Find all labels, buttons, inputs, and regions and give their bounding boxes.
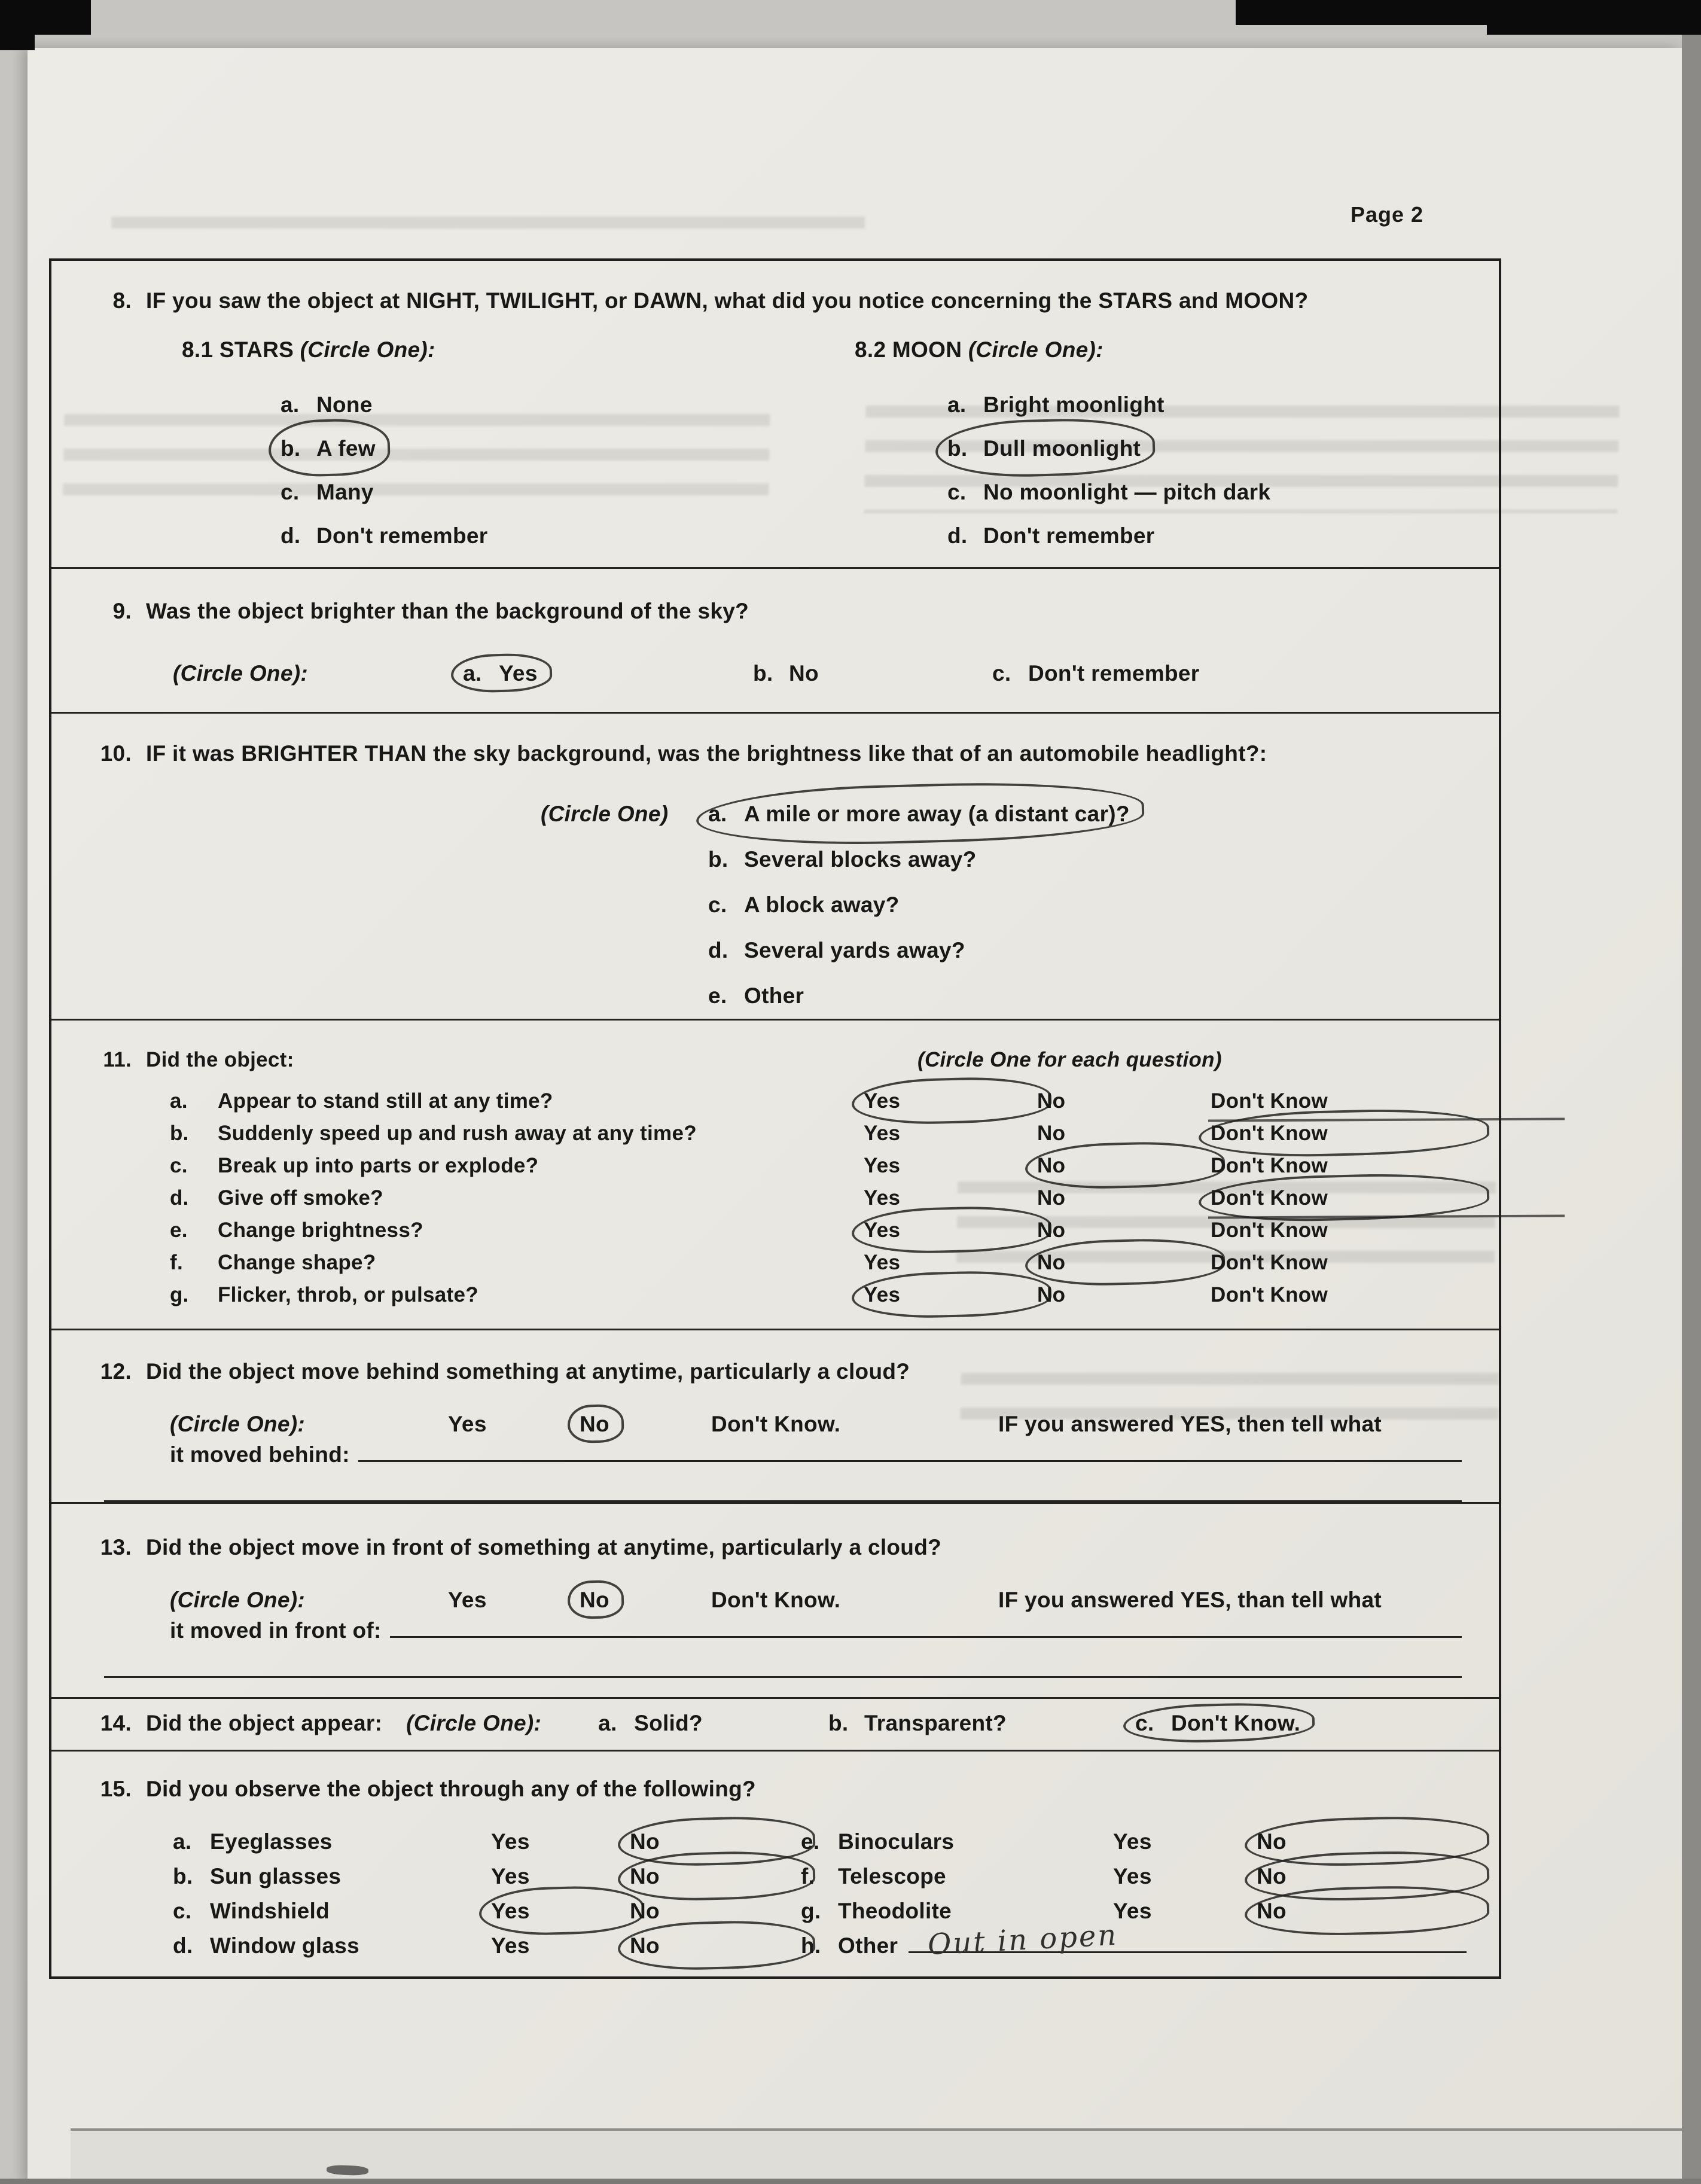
choice-yes: Yes [864, 1279, 1037, 1311]
blank-answer-line [390, 1616, 1462, 1638]
option-dont-remember [992, 661, 1199, 686]
moon-column [771, 337, 1270, 558]
row-label: Theodolite [838, 1899, 952, 1923]
row-label: Other [838, 1933, 898, 1958]
circle-one-instruction: (Circle One) [541, 802, 669, 826]
followup-label: it moved in front of: [170, 1618, 382, 1643]
option-row [281, 470, 771, 514]
question-text: Did the object: [146, 1048, 294, 1071]
choice-yes: Yes [864, 1214, 1037, 1247]
choice-yes: Yes [448, 1412, 487, 1436]
option-label: Other [744, 983, 804, 1008]
option-stars-many [281, 470, 374, 514]
question-text: Did the object move behind something at anytime, particularly a cloud? [146, 1359, 910, 1384]
choice-yes: Yes [448, 1588, 487, 1612]
q11-row-b [170, 1117, 1475, 1150]
option-other [708, 973, 804, 1019]
row-letter: c. [170, 1154, 188, 1177]
circle-one-instruction: (Circle One): [300, 337, 435, 362]
questionnaire-form [49, 258, 1501, 1979]
choice-yes: Yes [864, 1085, 1037, 1117]
choice-yes: Yes [864, 1251, 901, 1274]
choice-dont-know: Don't Know [1211, 1085, 1475, 1117]
option-label: None [316, 392, 373, 417]
question-text: IF you saw the object at NIGHT, TWILIGHT, or DAWN, what did you notice concerning the STARS and MOON? [146, 288, 1309, 313]
handwritten-answer: Out in open [926, 1918, 1119, 1962]
circle-one-instruction: (Circle One): [406, 1711, 542, 1735]
option-row [947, 470, 1270, 514]
paper-sheet [28, 48, 1682, 2184]
question-number: 8. [112, 288, 132, 313]
option-letter: b. [753, 661, 773, 686]
row-letter: a. [170, 1089, 188, 1113]
option-label: No moonlight — pitch dark [983, 480, 1271, 504]
stars-subtitle [182, 337, 771, 363]
row-label: Appear to stand still at any time? [218, 1089, 553, 1113]
choice-no: No [1037, 1219, 1066, 1242]
option-label: Dull moonlight [983, 436, 1141, 461]
option-moon-no-moonlight [947, 470, 1270, 514]
choice-yes: Yes [1113, 1899, 1152, 1923]
option-letter: c. [1135, 1711, 1154, 1735]
question-text: IF it was BRIGHTER THAN the sky background, was the brightness like that of an automobile headlight?: [146, 741, 1267, 766]
option-label: Several yards away? [744, 938, 965, 962]
option-letter: a. [598, 1711, 617, 1735]
choice-dont-know: Don't Know [1211, 1283, 1328, 1306]
choice-no: No [1037, 1247, 1211, 1279]
q11-row-d [170, 1182, 1475, 1214]
question-number: 13. [100, 1535, 132, 1559]
option-letter: b. [947, 436, 968, 461]
choice-yes: Yes [1113, 1829, 1152, 1854]
blank-answer-line [104, 1500, 1462, 1502]
option-label: Several blocks away? [744, 847, 977, 872]
blank-answer-line [104, 1676, 1462, 1678]
question-12 [51, 1330, 1499, 1504]
choice-no: No [1037, 1150, 1211, 1182]
option-label: Don't remember [983, 523, 1155, 548]
choice-no: No [630, 1929, 801, 1963]
followup-text: IF you answered YES, than tell what [998, 1588, 1382, 1612]
option-letter: a. [708, 802, 727, 826]
option-transparent [828, 1711, 1007, 1736]
option-row [281, 514, 771, 558]
scan-corner-mark [0, 0, 35, 50]
q11-row-g [170, 1279, 1475, 1311]
question-text: Did the object move in front of something at anytime, particularly a cloud? [146, 1535, 942, 1559]
choice-yes: Yes [864, 1122, 901, 1145]
row-letter: c. [173, 1899, 192, 1923]
row-letter: e. [170, 1219, 188, 1242]
choice-dont-know: Don't Know [1211, 1182, 1475, 1214]
option-stars-none [281, 383, 373, 427]
option-label: A block away? [744, 893, 900, 917]
circle-one-instruction: (Circle One): [968, 337, 1103, 362]
option-letter: a. [947, 392, 967, 417]
choice-no: No [630, 1899, 660, 1923]
choice-yes: Yes [491, 1894, 630, 1929]
row-letter: d. [170, 1186, 189, 1210]
option-letter: c. [992, 661, 1011, 686]
option-moon-dull [947, 427, 1141, 470]
question-9 [51, 569, 1499, 714]
underlying-sheet-edge [71, 2128, 1682, 2184]
choice-no: No [580, 1588, 609, 1612]
option-row [947, 383, 1270, 427]
row-label: Change brightness? [218, 1219, 423, 1242]
question-number: 10. [100, 741, 132, 766]
choice-no: No [1037, 1186, 1066, 1210]
choice-no: No [580, 1412, 609, 1436]
option-letter: d. [947, 523, 968, 548]
row-letter: b. [170, 1122, 189, 1145]
choice-no: No [1037, 1283, 1066, 1306]
row-letter: g. [801, 1899, 821, 1923]
moon-subtitle-label: 8.2 MOON [855, 337, 962, 362]
choice-dont-know: Don't Know [1211, 1251, 1328, 1274]
option-letter: d. [281, 523, 301, 548]
option-a-block [708, 882, 900, 928]
row-label: Sun glasses [210, 1864, 342, 1888]
option-label: Many [316, 480, 374, 504]
option-moon-bright [947, 383, 1165, 427]
row-letter: b. [173, 1864, 193, 1888]
choice-no: No [1257, 1859, 1475, 1894]
choice-yes: Yes [491, 1864, 530, 1888]
choice-yes: Yes [491, 1933, 530, 1958]
row-label: Window glass [210, 1933, 359, 1958]
option-label: Don't remember [1028, 661, 1200, 686]
q11-row-f [170, 1247, 1475, 1279]
stars-subtitle-label: 8.1 STARS [182, 337, 294, 362]
choice-no: No [1037, 1089, 1066, 1113]
option-several-yards [708, 928, 965, 973]
option-row [281, 383, 771, 427]
option-label: Yes [499, 661, 538, 686]
circle-one-instruction: (Circle One): [173, 661, 308, 686]
option-label: No [789, 661, 819, 686]
page-number: Page 2 [1351, 202, 1424, 227]
moon-subtitle [855, 337, 1270, 363]
row-letter: f. [801, 1864, 815, 1888]
option-letter: a. [281, 392, 300, 417]
question-number: 9. [112, 599, 132, 623]
option-moon-dont-remember [947, 514, 1154, 558]
circle-one-instruction: (Circle One): [170, 1412, 305, 1436]
question-10 [51, 714, 1499, 1021]
row-label: Binoculars [838, 1829, 955, 1854]
row-label: Telescope [838, 1864, 946, 1888]
option-letter: c. [281, 480, 300, 504]
option-label: Bright moonlight [983, 392, 1165, 417]
stars-column [86, 337, 771, 558]
row-label: Eyeglasses [210, 1829, 333, 1854]
row-label: Give off smoke? [218, 1186, 383, 1210]
choice-dont-know: Don't Know. [711, 1412, 841, 1436]
question-11 [51, 1021, 1499, 1330]
option-row [281, 427, 771, 470]
question-text: Did you observe the object through any of the following? [146, 1777, 756, 1801]
question-13 [51, 1504, 1499, 1699]
circle-one-instruction: (Circle One): [170, 1588, 305, 1612]
option-label: A mile or more away (a distant car)? [744, 802, 1130, 826]
option-label: Don't Know. [1170, 1711, 1301, 1735]
option-letter: a. [463, 661, 482, 686]
option-stars-a-few [281, 427, 376, 470]
question-text: Was the object brighter than the background of the sky? [146, 599, 749, 623]
followup-text: IF you answered YES, then tell what [998, 1412, 1382, 1436]
option-letter: c. [947, 480, 967, 504]
option-yes [463, 661, 538, 686]
choice-dont-know: Don't Know [1211, 1219, 1328, 1242]
question-14 [51, 1699, 1499, 1752]
choice-dont-know: Don't Know [1211, 1117, 1475, 1150]
choice-yes: Yes [491, 1829, 530, 1854]
question-number: 12. [100, 1359, 132, 1384]
option-label: Solid? [634, 1711, 703, 1735]
circle-one-instruction: (Circle One for each question) [917, 1048, 1222, 1071]
blank-answer-line [358, 1440, 1462, 1462]
other-answer-row [838, 1918, 1467, 1963]
option-letter: b. [708, 847, 728, 872]
row-label: Flicker, throb, or pulsate? [218, 1283, 478, 1306]
q11-row-a [170, 1085, 1475, 1117]
row-letter: h. [801, 1933, 821, 1958]
scan-edge-shadow [1682, 0, 1701, 2184]
row-label: Change shape? [218, 1251, 376, 1274]
choice-no: No [630, 1824, 801, 1859]
row-letter: d. [173, 1933, 193, 1958]
question-text: Did the object appear: [146, 1711, 383, 1735]
q11-row-e [170, 1214, 1475, 1247]
choice-no: No [1257, 1824, 1475, 1859]
row-letter: g. [170, 1283, 189, 1306]
bleedthrough-text [111, 217, 865, 237]
option-letter: e. [708, 983, 727, 1008]
question-8 [51, 261, 1499, 569]
question-number: 15. [100, 1777, 132, 1801]
option-mile-or-more [708, 791, 1130, 837]
choice-yes: Yes [1113, 1864, 1152, 1888]
question-number: 14. [100, 1711, 132, 1735]
option-row [947, 427, 1270, 470]
option-label: Transparent? [864, 1711, 1007, 1735]
option-solid [598, 1711, 703, 1736]
option-dont-know [1135, 1711, 1300, 1736]
option-letter: b. [281, 436, 301, 461]
question-15 [51, 1752, 1499, 1976]
choice-yes: Yes [864, 1186, 901, 1210]
row-letter: a. [173, 1829, 192, 1854]
choice-no: No [1257, 1894, 1475, 1929]
row-letter: f. [170, 1251, 183, 1274]
row-label: Break up into parts or explode? [218, 1154, 539, 1177]
option-no [753, 661, 819, 686]
row-letter: e. [801, 1829, 820, 1854]
question-number: 11. [103, 1048, 132, 1071]
scan-edge-shadow [0, 2179, 1701, 2184]
option-label: A few [316, 436, 376, 461]
option-label: Don't remember [316, 523, 488, 548]
option-letter: b. [828, 1711, 849, 1735]
choice-no: No [630, 1859, 801, 1894]
row-label: Windshield [210, 1899, 330, 1923]
option-row [947, 514, 1270, 558]
option-letter: d. [708, 938, 728, 962]
row-label: Suddenly speed up and rush away at any time? [218, 1122, 697, 1145]
followup-label: it moved behind: [170, 1442, 350, 1467]
scan-corner-mark [1487, 0, 1701, 35]
choice-dont-know: Don't Know [1211, 1154, 1328, 1177]
option-letter: c. [708, 893, 727, 917]
choice-yes: Yes [864, 1154, 901, 1177]
option-several-blocks [708, 837, 977, 882]
choice-no: No [1037, 1122, 1066, 1145]
option-stars-dont-remember [281, 514, 487, 558]
choice-dont-know: Don't Know. [711, 1588, 841, 1612]
q11-row-c [170, 1150, 1475, 1182]
